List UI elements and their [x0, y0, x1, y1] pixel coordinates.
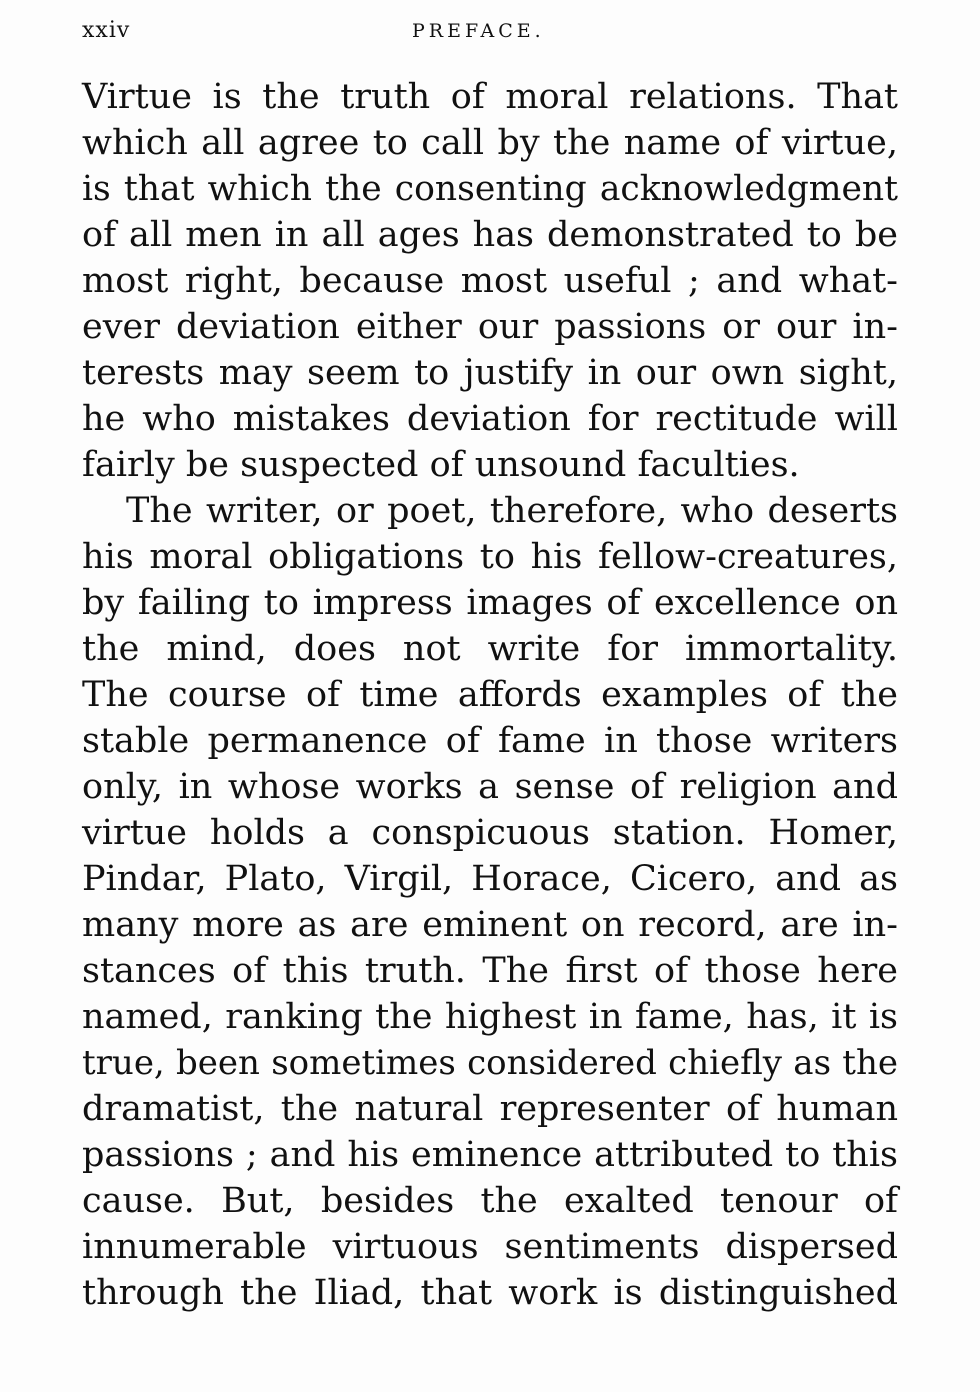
text-line: terests may seem to justify in our own sight, [82, 353, 898, 393]
text-line: Pindar, Plato, Virgil, Horace, Cicero, and as [82, 859, 898, 899]
text-line: he who mistakes deviation for rectitude will [82, 399, 898, 439]
text-line: stable permanence of fame in those writers [82, 721, 898, 761]
section-title: PREFACE. [412, 20, 545, 42]
text-line: which all agree to call by the name of virtue, [82, 123, 898, 163]
text-line: of all men in all ages has demonstrated to be [82, 215, 898, 255]
page-number: xxiv [82, 18, 131, 43]
text-line: named, ranking the highest in fame, has, it is [82, 997, 898, 1037]
text-line: cause. But, besides the exalted tenour of [82, 1181, 898, 1221]
text-line: innumerable virtuous sentiments dispersed [82, 1227, 898, 1267]
text-line: dramatist, the natural representer of human [82, 1089, 898, 1129]
text-line: passions ; and his eminence attributed to this [82, 1135, 898, 1175]
paragraph-last-line: fairly be suspected of unsound faculties. [82, 445, 800, 485]
running-head [82, 18, 898, 48]
text-line: is that which the consenting acknowledgment [82, 169, 898, 209]
paragraph-first-line: The writer, or poet, therefore, who deserts [126, 491, 898, 531]
text-line: Virtue is the truth of moral relations. That [82, 77, 898, 117]
body-text [82, 74, 898, 1316]
text-line: by failing to impress images of excellence on [82, 583, 898, 623]
text-line: true, been sometimes considered chiefly as the [82, 1043, 898, 1083]
text-line: many more as are eminent on record, are in- [82, 905, 898, 945]
text-line: the mind, does not write for immortality. [82, 629, 898, 669]
text-line: most right, because most useful ; and what- [82, 261, 898, 301]
text-line: The course of time affords examples of the [82, 675, 898, 715]
text-line: virtue holds a conspicuous station. Homer, [82, 813, 898, 853]
text-line: stances of this truth. The first of those here [82, 951, 898, 991]
text-line: through the Iliad, that work is distinguished [82, 1273, 898, 1313]
text-line: only, in whose works a sense of religion and [82, 767, 898, 807]
text-line: ever deviation either our passions or our in- [82, 307, 898, 347]
text-line: his moral obligations to his fellow-creatures, [82, 537, 898, 577]
